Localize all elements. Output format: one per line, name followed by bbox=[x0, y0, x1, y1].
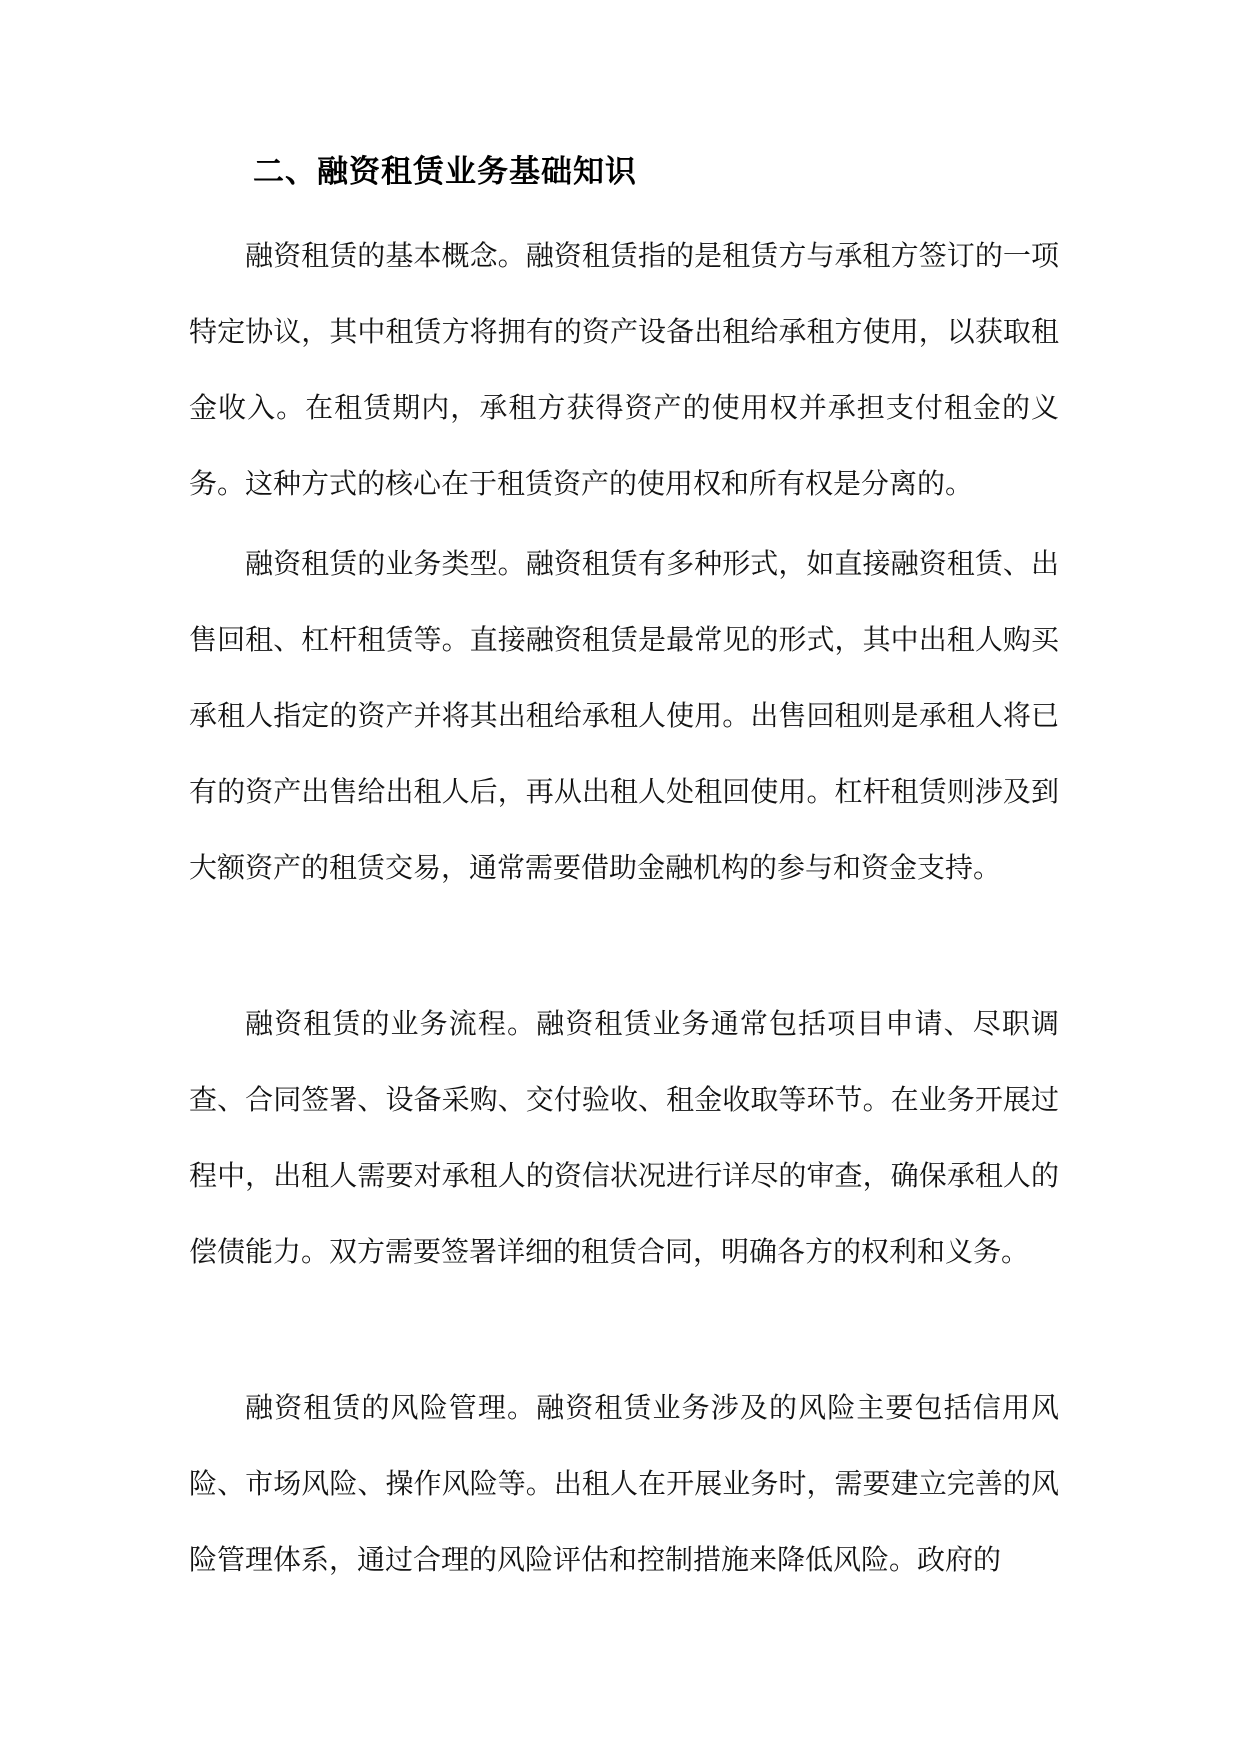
section-heading: 二、融资租赁业务基础知识 bbox=[253, 154, 637, 190]
paragraph-basic-concept: 融资租赁的基本概念。融资租赁指的是租赁方与承租方签订的一项特定协议，其中租赁方将拥有的资产设备出租给承租方使用，以获取租金收入。在租赁期内，承租方获得资产的使用权并承担支付租金的义务。这种方式的核心在于租赁资产的使用权和所有权是分离的。 bbox=[189, 239, 1059, 500]
paragraph-business-types: 融资租赁的业务类型。融资租赁有多种形式，如直接融资租赁、出售回租、杠杆租赁等。直接融资租赁是最常见的形式，其中出租人购买承租人指定的资产并将其出租给承租人使用。出售回租则是承租人将已有的资产出售给出租人后，再从出租人处租回使用。杠杆租赁则涉及到大额资产的租赁交易，通常需要借助金融机构的参与和资金支持。 bbox=[189, 547, 1059, 884]
paragraph-business-process: 融资租赁的业务流程。融资租赁业务通常包括项目申请、尽职调查、合同签署、设备采购、交付验收、租金收取等环节。在业务开展过程中，出租人需要对承租人的资信状况进行详尽的审查，确保承租人的偿债能力。双方需要签署详细的租赁合同，明确各方的权利和义务。 bbox=[189, 1007, 1059, 1268]
paragraph-risk-management: 融资租赁的风险管理。融资租赁业务涉及的风险主要包括信用风险、市场风险、操作风险等。出租人在开展业务时，需要建立完善的风险管理体系，通过合理的风险评估和控制措施来降低风险。政府的 bbox=[189, 1391, 1059, 1576]
